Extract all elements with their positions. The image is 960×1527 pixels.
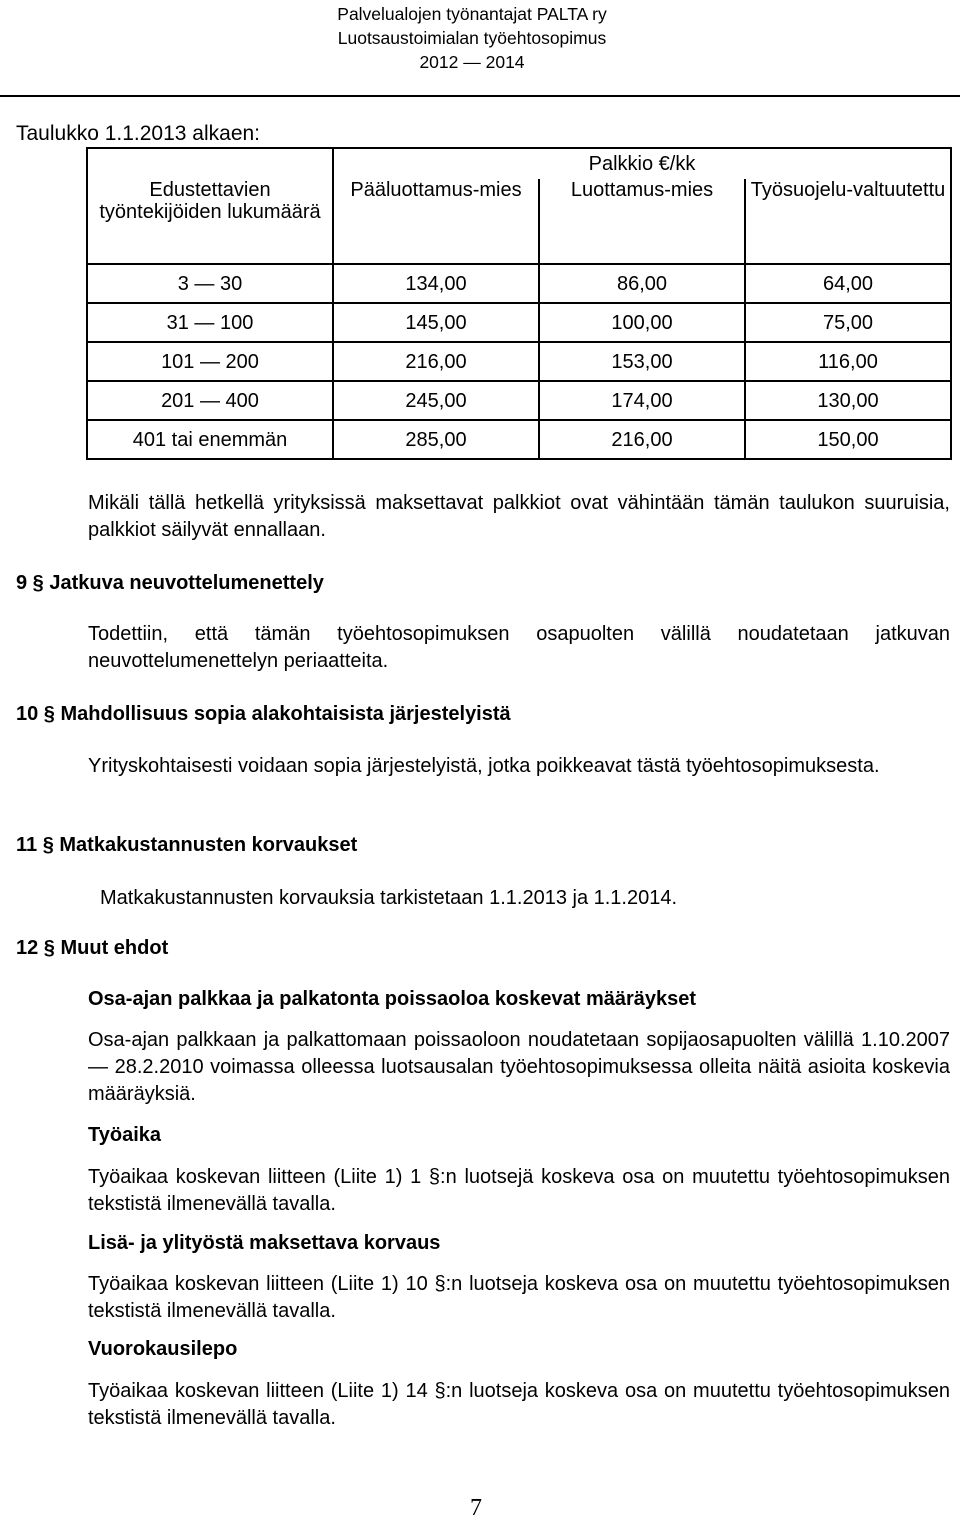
rest-heading: Vuorokausilepo <box>88 1338 238 1360</box>
header-org: Palvelualojen työnantajat PALTA ry <box>337 4 607 24</box>
parttime-text: Osa-ajan palkkaan ja palkattomaan poissaoloon noudatetaan sopijaosapuolten välillä 1.10.2007 — 28.2.2010 voimassa olleessa luotsausalan työehtosopimuksessa olleita näitä asioita koskevia määräyksiä. <box>88 1029 950 1105</box>
worktime-text: Työaikaa koskevan liitteen (Liite 1) 1 §:n luotsejä koskeva osa on muutettu työehtosopimuksen tekstistä ilmenevällä tavalla. <box>88 1166 950 1215</box>
table-row: 201 — 400 245,00 174,00 130,00 <box>87 381 951 420</box>
table-row: 401 tai enemmän 285,00 216,00 150,00 <box>87 420 951 459</box>
section-12-heading: 12 § Muut ehdot <box>16 937 169 959</box>
col-header-safety-rep: Työsuojelu-valtuutettu <box>745 179 951 264</box>
section-11-heading: 11 § Matkakustannusten korvaukset <box>16 834 358 856</box>
section-9-heading: 9 § Jatkuva neuvottelumenettely <box>16 572 324 594</box>
section-10-heading: 10 § Mahdollisuus sopia alakohtaisista järjestelyistä <box>16 703 511 725</box>
col-header-employees: Edustettavien työntekijöiden lukumäärä <box>87 148 333 264</box>
table-row: 101 — 200 216,00 153,00 116,00 <box>87 342 951 381</box>
section-10-text: Yrityskohtaisesti voidaan sopia järjestelyistä, jotka poikkeavat tästä työehtosopimuksesta. <box>88 755 880 777</box>
header-agreement: Luotsaustoimialan työehtosopimus <box>337 28 607 48</box>
rest-text: Työaikaa koskevan liitteen (Liite 1) 14 §:n luotseja koskeva osa on muutettu työehtosopimuksen tekstistä ilmenevällä tavalla. <box>88 1380 950 1429</box>
section-11-text: Matkakustannusten korvauksia tarkistetaan 1.1.2013 ja 1.1.2014. <box>100 887 678 909</box>
col-header-chief-steward: Pääluottamus-mies <box>333 179 539 264</box>
table-caption: Taulukko 1.1.2013 alkaen: <box>16 122 261 145</box>
overtime-text: Työaikaa koskevan liitteen (Liite 1) 10 §:n luotseja koskeva osa on muutettu työehtosopimuksen tekstistä ilmenevällä tavalla. <box>88 1273 950 1322</box>
after-table-note: Mikäli tällä hetkellä yrityksissä maksettavat palkkiot ovat vähintään tämän taulukon suuruisia, palkkiot säilyvät ennallaan. <box>88 492 950 541</box>
section-9-text: Todettiin, että tämän työehtosopimuksen osapuolten välillä noudatetaan jatkuvan neuvottelumenettelyn periaatteita. <box>88 623 950 672</box>
parttime-heading: Osa-ajan palkkaa ja palkatonta poissaoloa koskevat määräykset <box>88 988 697 1010</box>
overtime-heading: Lisä- ja ylityöstä maksettava korvaus <box>88 1232 441 1254</box>
group-header-fee: Palkkio €/kk <box>333 148 951 179</box>
document-header <box>292 2 652 74</box>
page-number: 7 <box>470 1495 482 1521</box>
header-period: 2012 — 2014 <box>419 52 525 72</box>
worktime-heading: Työaika <box>88 1124 161 1146</box>
table-row: 3 — 30 134,00 86,00 64,00 <box>87 264 951 303</box>
table-row: 31 — 100 145,00 100,00 75,00 <box>87 303 951 342</box>
fee-table <box>86 147 952 460</box>
header-rule <box>0 95 960 97</box>
col-header-steward: Luottamus-mies <box>539 179 745 264</box>
